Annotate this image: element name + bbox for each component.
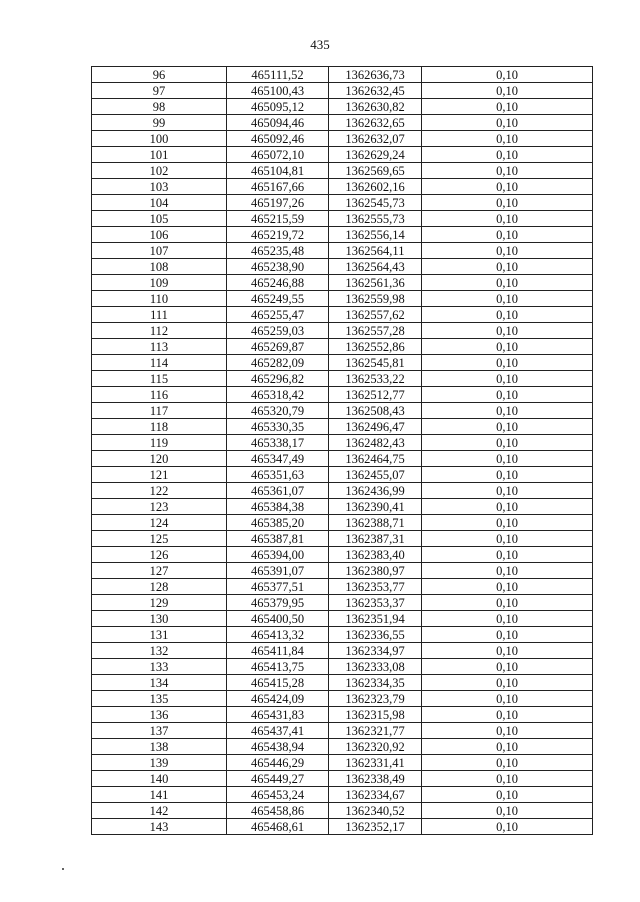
x-coordinate-cell: 465361,07 bbox=[227, 483, 329, 499]
y-coordinate-cell: 1362629,24 bbox=[329, 147, 422, 163]
point-number-cell: 130 bbox=[92, 611, 227, 627]
accuracy-cell: 0,10 bbox=[422, 147, 593, 163]
accuracy-cell: 0,10 bbox=[422, 531, 593, 547]
y-coordinate-cell: 1362632,65 bbox=[329, 115, 422, 131]
table-row bbox=[92, 307, 593, 323]
table-row bbox=[92, 435, 593, 451]
table-row bbox=[92, 467, 593, 483]
table-row bbox=[92, 179, 593, 195]
y-coordinate-cell: 1362636,73 bbox=[329, 67, 422, 83]
x-coordinate-cell: 465282,09 bbox=[227, 355, 329, 371]
y-coordinate-cell: 1362334,35 bbox=[329, 675, 422, 691]
table-row bbox=[92, 755, 593, 771]
table-row bbox=[92, 259, 593, 275]
accuracy-cell: 0,10 bbox=[422, 563, 593, 579]
point-number-cell: 124 bbox=[92, 515, 227, 531]
table-row bbox=[92, 579, 593, 595]
point-number-cell: 122 bbox=[92, 483, 227, 499]
table-row bbox=[92, 659, 593, 675]
table-row bbox=[92, 739, 593, 755]
y-coordinate-cell: 1362351,94 bbox=[329, 611, 422, 627]
accuracy-cell: 0,10 bbox=[422, 323, 593, 339]
accuracy-cell: 0,10 bbox=[422, 499, 593, 515]
table-row bbox=[92, 563, 593, 579]
x-coordinate-cell: 465296,82 bbox=[227, 371, 329, 387]
table-row bbox=[92, 675, 593, 691]
accuracy-cell: 0,10 bbox=[422, 403, 593, 419]
x-coordinate-cell: 465384,38 bbox=[227, 499, 329, 515]
table-row bbox=[92, 547, 593, 563]
x-coordinate-cell: 465259,03 bbox=[227, 323, 329, 339]
table-row bbox=[92, 227, 593, 243]
point-number-cell: 140 bbox=[92, 771, 227, 787]
y-coordinate-cell: 1362561,36 bbox=[329, 275, 422, 291]
accuracy-cell: 0,10 bbox=[422, 83, 593, 99]
x-coordinate-cell: 465104,81 bbox=[227, 163, 329, 179]
y-coordinate-cell: 1362315,98 bbox=[329, 707, 422, 723]
x-coordinate-cell: 465391,07 bbox=[227, 563, 329, 579]
point-number-cell: 118 bbox=[92, 419, 227, 435]
point-number-cell: 123 bbox=[92, 499, 227, 515]
y-coordinate-cell: 1362338,49 bbox=[329, 771, 422, 787]
y-coordinate-cell: 1362564,11 bbox=[329, 243, 422, 259]
y-coordinate-cell: 1362436,99 bbox=[329, 483, 422, 499]
y-coordinate-cell: 1362352,17 bbox=[329, 819, 422, 835]
point-number-cell: 126 bbox=[92, 547, 227, 563]
x-coordinate-cell: 465400,50 bbox=[227, 611, 329, 627]
table-row bbox=[92, 67, 593, 83]
y-coordinate-cell: 1362632,45 bbox=[329, 83, 422, 99]
x-coordinate-cell: 465411,84 bbox=[227, 643, 329, 659]
x-coordinate-cell: 465351,63 bbox=[227, 467, 329, 483]
table-row bbox=[92, 355, 593, 371]
table-row bbox=[92, 83, 593, 99]
accuracy-cell: 0,10 bbox=[422, 227, 593, 243]
x-coordinate-cell: 465255,47 bbox=[227, 307, 329, 323]
accuracy-cell: 0,10 bbox=[422, 275, 593, 291]
table-row bbox=[92, 499, 593, 515]
x-coordinate-cell: 465385,20 bbox=[227, 515, 329, 531]
point-number-cell: 133 bbox=[92, 659, 227, 675]
point-number-cell: 135 bbox=[92, 691, 227, 707]
point-number-cell: 136 bbox=[92, 707, 227, 723]
y-coordinate-cell: 1362512,77 bbox=[329, 387, 422, 403]
accuracy-cell: 0,10 bbox=[422, 515, 593, 531]
y-coordinate-cell: 1362390,41 bbox=[329, 499, 422, 515]
y-coordinate-cell: 1362557,62 bbox=[329, 307, 422, 323]
point-number-cell: 138 bbox=[92, 739, 227, 755]
point-number-cell: 106 bbox=[92, 227, 227, 243]
accuracy-cell: 0,10 bbox=[422, 307, 593, 323]
table-row bbox=[92, 403, 593, 419]
point-number-cell: 117 bbox=[92, 403, 227, 419]
table-row bbox=[92, 483, 593, 499]
point-number-cell: 101 bbox=[92, 147, 227, 163]
x-coordinate-cell: 465111,52 bbox=[227, 67, 329, 83]
accuracy-cell: 0,10 bbox=[422, 691, 593, 707]
y-coordinate-cell: 1362321,77 bbox=[329, 723, 422, 739]
accuracy-cell: 0,10 bbox=[422, 771, 593, 787]
accuracy-cell: 0,10 bbox=[422, 387, 593, 403]
y-coordinate-cell: 1362387,31 bbox=[329, 531, 422, 547]
accuracy-cell: 0,10 bbox=[422, 739, 593, 755]
x-coordinate-cell: 465431,83 bbox=[227, 707, 329, 723]
point-number-cell: 109 bbox=[92, 275, 227, 291]
point-number-cell: 115 bbox=[92, 371, 227, 387]
accuracy-cell: 0,10 bbox=[422, 675, 593, 691]
x-coordinate-cell: 465167,66 bbox=[227, 179, 329, 195]
table-row bbox=[92, 147, 593, 163]
y-coordinate-cell: 1362320,92 bbox=[329, 739, 422, 755]
y-coordinate-cell: 1362552,86 bbox=[329, 339, 422, 355]
table-row bbox=[92, 291, 593, 307]
point-number-cell: 114 bbox=[92, 355, 227, 371]
point-number-cell: 108 bbox=[92, 259, 227, 275]
table-row bbox=[92, 707, 593, 723]
point-number-cell: 142 bbox=[92, 803, 227, 819]
accuracy-cell: 0,10 bbox=[422, 67, 593, 83]
scan-speck bbox=[62, 868, 64, 870]
table-row bbox=[92, 163, 593, 179]
point-number-cell: 107 bbox=[92, 243, 227, 259]
point-number-cell: 104 bbox=[92, 195, 227, 211]
point-number-cell: 102 bbox=[92, 163, 227, 179]
point-number-cell: 110 bbox=[92, 291, 227, 307]
y-coordinate-cell: 1362533,22 bbox=[329, 371, 422, 387]
point-number-cell: 111 bbox=[92, 307, 227, 323]
y-coordinate-cell: 1362564,43 bbox=[329, 259, 422, 275]
accuracy-cell: 0,10 bbox=[422, 419, 593, 435]
table-row bbox=[92, 451, 593, 467]
table-row bbox=[92, 211, 593, 227]
accuracy-cell: 0,10 bbox=[422, 451, 593, 467]
table-row bbox=[92, 99, 593, 115]
y-coordinate-cell: 1362383,40 bbox=[329, 547, 422, 563]
x-coordinate-cell: 465249,55 bbox=[227, 291, 329, 307]
y-coordinate-cell: 1362380,97 bbox=[329, 563, 422, 579]
y-coordinate-cell: 1362464,75 bbox=[329, 451, 422, 467]
point-number-cell: 125 bbox=[92, 531, 227, 547]
table-row bbox=[92, 195, 593, 211]
accuracy-cell: 0,10 bbox=[422, 291, 593, 307]
x-coordinate-cell: 465072,10 bbox=[227, 147, 329, 163]
point-number-cell: 99 bbox=[92, 115, 227, 131]
x-coordinate-cell: 465318,42 bbox=[227, 387, 329, 403]
x-coordinate-cell: 465413,32 bbox=[227, 627, 329, 643]
accuracy-cell: 0,10 bbox=[422, 211, 593, 227]
point-number-cell: 116 bbox=[92, 387, 227, 403]
table-row bbox=[92, 787, 593, 803]
y-coordinate-cell: 1362556,14 bbox=[329, 227, 422, 243]
point-number-cell: 132 bbox=[92, 643, 227, 659]
point-number-cell: 119 bbox=[92, 435, 227, 451]
x-coordinate-cell: 465458,86 bbox=[227, 803, 329, 819]
point-number-cell: 137 bbox=[92, 723, 227, 739]
table-row bbox=[92, 531, 593, 547]
table-row bbox=[92, 115, 593, 131]
accuracy-cell: 0,10 bbox=[422, 179, 593, 195]
y-coordinate-cell: 1362482,43 bbox=[329, 435, 422, 451]
table-row bbox=[92, 771, 593, 787]
x-coordinate-cell: 465100,43 bbox=[227, 83, 329, 99]
y-coordinate-cell: 1362334,67 bbox=[329, 787, 422, 803]
table-row bbox=[92, 819, 593, 835]
y-coordinate-cell: 1362555,73 bbox=[329, 211, 422, 227]
y-coordinate-cell: 1362388,71 bbox=[329, 515, 422, 531]
point-number-cell: 97 bbox=[92, 83, 227, 99]
point-number-cell: 112 bbox=[92, 323, 227, 339]
y-coordinate-cell: 1362323,79 bbox=[329, 691, 422, 707]
coordinates-table bbox=[91, 66, 593, 835]
point-number-cell: 113 bbox=[92, 339, 227, 355]
x-coordinate-cell: 465338,17 bbox=[227, 435, 329, 451]
y-coordinate-cell: 1362353,77 bbox=[329, 579, 422, 595]
x-coordinate-cell: 465092,46 bbox=[227, 131, 329, 147]
x-coordinate-cell: 465438,94 bbox=[227, 739, 329, 755]
y-coordinate-cell: 1362557,28 bbox=[329, 323, 422, 339]
y-coordinate-cell: 1362508,43 bbox=[329, 403, 422, 419]
table-body bbox=[92, 67, 593, 835]
x-coordinate-cell: 465269,87 bbox=[227, 339, 329, 355]
page-number: 435 bbox=[310, 37, 330, 52]
x-coordinate-cell: 465377,51 bbox=[227, 579, 329, 595]
accuracy-cell: 0,10 bbox=[422, 99, 593, 115]
x-coordinate-cell: 465379,95 bbox=[227, 595, 329, 611]
y-coordinate-cell: 1362496,47 bbox=[329, 419, 422, 435]
accuracy-cell: 0,10 bbox=[422, 611, 593, 627]
x-coordinate-cell: 465238,90 bbox=[227, 259, 329, 275]
y-coordinate-cell: 1362331,41 bbox=[329, 755, 422, 771]
x-coordinate-cell: 465437,41 bbox=[227, 723, 329, 739]
table-row bbox=[92, 339, 593, 355]
table-row bbox=[92, 387, 593, 403]
x-coordinate-cell: 465413,75 bbox=[227, 659, 329, 675]
point-number-cell: 121 bbox=[92, 467, 227, 483]
x-coordinate-cell: 465219,72 bbox=[227, 227, 329, 243]
accuracy-cell: 0,10 bbox=[422, 163, 593, 179]
table-row bbox=[92, 371, 593, 387]
accuracy-cell: 0,10 bbox=[422, 339, 593, 355]
x-coordinate-cell: 465094,46 bbox=[227, 115, 329, 131]
point-number-cell: 98 bbox=[92, 99, 227, 115]
x-coordinate-cell: 465446,29 bbox=[227, 755, 329, 771]
x-coordinate-cell: 465415,28 bbox=[227, 675, 329, 691]
x-coordinate-cell: 465424,09 bbox=[227, 691, 329, 707]
accuracy-cell: 0,10 bbox=[422, 627, 593, 643]
accuracy-cell: 0,10 bbox=[422, 819, 593, 835]
x-coordinate-cell: 465215,59 bbox=[227, 211, 329, 227]
accuracy-cell: 0,10 bbox=[422, 787, 593, 803]
accuracy-cell: 0,10 bbox=[422, 547, 593, 563]
accuracy-cell: 0,10 bbox=[422, 659, 593, 675]
y-coordinate-cell: 1362569,65 bbox=[329, 163, 422, 179]
accuracy-cell: 0,10 bbox=[422, 115, 593, 131]
y-coordinate-cell: 1362545,73 bbox=[329, 195, 422, 211]
accuracy-cell: 0,10 bbox=[422, 243, 593, 259]
y-coordinate-cell: 1362353,37 bbox=[329, 595, 422, 611]
x-coordinate-cell: 465246,88 bbox=[227, 275, 329, 291]
accuracy-cell: 0,10 bbox=[422, 755, 593, 771]
x-coordinate-cell: 465347,49 bbox=[227, 451, 329, 467]
point-number-cell: 100 bbox=[92, 131, 227, 147]
accuracy-cell: 0,10 bbox=[422, 259, 593, 275]
accuracy-cell: 0,10 bbox=[422, 595, 593, 611]
accuracy-cell: 0,10 bbox=[422, 723, 593, 739]
point-number-cell: 131 bbox=[92, 627, 227, 643]
y-coordinate-cell: 1362559,98 bbox=[329, 291, 422, 307]
point-number-cell: 96 bbox=[92, 67, 227, 83]
accuracy-cell: 0,10 bbox=[422, 707, 593, 723]
table-row bbox=[92, 323, 593, 339]
accuracy-cell: 0,10 bbox=[422, 195, 593, 211]
point-number-cell: 139 bbox=[92, 755, 227, 771]
x-coordinate-cell: 465320,79 bbox=[227, 403, 329, 419]
y-coordinate-cell: 1362340,52 bbox=[329, 803, 422, 819]
x-coordinate-cell: 465468,61 bbox=[227, 819, 329, 835]
point-number-cell: 120 bbox=[92, 451, 227, 467]
x-coordinate-cell: 465095,12 bbox=[227, 99, 329, 115]
point-number-cell: 127 bbox=[92, 563, 227, 579]
point-number-cell: 134 bbox=[92, 675, 227, 691]
y-coordinate-cell: 1362602,16 bbox=[329, 179, 422, 195]
accuracy-cell: 0,10 bbox=[422, 355, 593, 371]
table-row bbox=[92, 131, 593, 147]
y-coordinate-cell: 1362333,08 bbox=[329, 659, 422, 675]
accuracy-cell: 0,10 bbox=[422, 131, 593, 147]
x-coordinate-cell: 465387,81 bbox=[227, 531, 329, 547]
accuracy-cell: 0,10 bbox=[422, 803, 593, 819]
table-row bbox=[92, 419, 593, 435]
accuracy-cell: 0,10 bbox=[422, 435, 593, 451]
accuracy-cell: 0,10 bbox=[422, 467, 593, 483]
y-coordinate-cell: 1362455,07 bbox=[329, 467, 422, 483]
accuracy-cell: 0,10 bbox=[422, 579, 593, 595]
y-coordinate-cell: 1362334,97 bbox=[329, 643, 422, 659]
point-number-cell: 103 bbox=[92, 179, 227, 195]
x-coordinate-cell: 465453,24 bbox=[227, 787, 329, 803]
table-row bbox=[92, 611, 593, 627]
table-row bbox=[92, 643, 593, 659]
point-number-cell: 105 bbox=[92, 211, 227, 227]
x-coordinate-cell: 465197,26 bbox=[227, 195, 329, 211]
table-row bbox=[92, 275, 593, 291]
y-coordinate-cell: 1362545,81 bbox=[329, 355, 422, 371]
y-coordinate-cell: 1362336,55 bbox=[329, 627, 422, 643]
table-row bbox=[92, 803, 593, 819]
table-row bbox=[92, 627, 593, 643]
y-coordinate-cell: 1362632,07 bbox=[329, 131, 422, 147]
table-row bbox=[92, 243, 593, 259]
x-coordinate-cell: 465449,27 bbox=[227, 771, 329, 787]
point-number-cell: 128 bbox=[92, 579, 227, 595]
point-number-cell: 129 bbox=[92, 595, 227, 611]
accuracy-cell: 0,10 bbox=[422, 643, 593, 659]
table-row bbox=[92, 595, 593, 611]
point-number-cell: 141 bbox=[92, 787, 227, 803]
table-row bbox=[92, 515, 593, 531]
table-row bbox=[92, 691, 593, 707]
accuracy-cell: 0,10 bbox=[422, 483, 593, 499]
x-coordinate-cell: 465330,35 bbox=[227, 419, 329, 435]
x-coordinate-cell: 465394,00 bbox=[227, 547, 329, 563]
x-coordinate-cell: 465235,48 bbox=[227, 243, 329, 259]
table-row bbox=[92, 723, 593, 739]
y-coordinate-cell: 1362630,82 bbox=[329, 99, 422, 115]
accuracy-cell: 0,10 bbox=[422, 371, 593, 387]
point-number-cell: 143 bbox=[92, 819, 227, 835]
